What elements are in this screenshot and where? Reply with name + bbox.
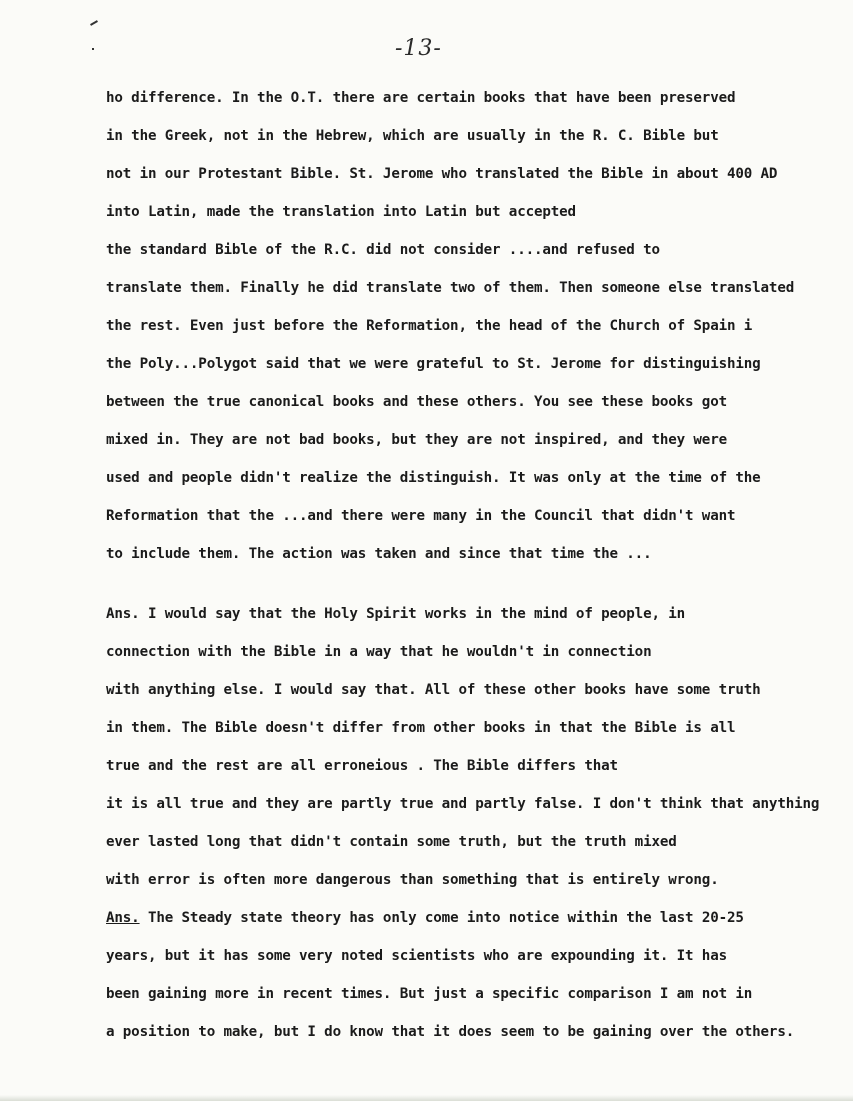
text-line: the rest. Even just before the Reformation, the head of the Church of Spain i bbox=[106, 318, 753, 334]
text-line: translate them. Finally he did translate two of them. Then someone else translated bbox=[106, 280, 795, 296]
answer-label: Ans. bbox=[106, 910, 140, 926]
text-line: Ans. I would say that the Holy Spirit works in the mind of people, in bbox=[106, 606, 686, 622]
text-line: used and people didn't realize the distinguish. It was only at the time of the bbox=[106, 470, 761, 486]
text-line: a position to make, but I do know that it does seem to be gaining over the others. bbox=[106, 1024, 795, 1040]
text-span: The Steady state theory has only come into notice within the last 20-25 bbox=[139, 910, 744, 926]
text-line: ho difference. In the O.T. there are certain books that have been preserved bbox=[106, 90, 736, 106]
text-line: been gaining more in recent times. But just a specific comparison I am not in bbox=[106, 986, 753, 1002]
text-line: in the Greek, not in the Hebrew, which are usually in the R. C. Bible but bbox=[106, 128, 719, 144]
text-line: mixed in. They are not bad books, but they are not inspired, and they were bbox=[106, 432, 727, 448]
text-line: years, but it has some very noted scientists who are expounding it. It has bbox=[106, 948, 727, 964]
text-line: with error is often more dangerous than something that is entirely wrong. bbox=[106, 872, 719, 888]
margin-dot-icon bbox=[92, 48, 94, 50]
text-line: not in our Protestant Bible. St. Jerome who translated the Bible in about 400 AD bbox=[106, 166, 778, 182]
text-line: between the true canonical books and these others. You see these books got bbox=[106, 394, 727, 410]
text-line: it is all true and they are partly true and partly false. I don't think that anything bbox=[106, 796, 820, 812]
text-line: connection with the Bible in a way that he wouldn't in connection bbox=[106, 644, 652, 660]
margin-mark-icon bbox=[90, 20, 98, 26]
text-line: true and the rest are all erroneious . The Bible differs that bbox=[106, 758, 618, 774]
text-line: into Latin, made the translation into Latin but accepted bbox=[106, 204, 576, 220]
page-edge bbox=[0, 1095, 853, 1101]
text-line: the standard Bible of the R.C. did not consider ....and refused to bbox=[106, 242, 660, 258]
text-line bbox=[106, 909, 744, 927]
text-line: to include them. The action was taken and since that time the ... bbox=[106, 546, 652, 562]
page-number: -13- bbox=[395, 36, 442, 61]
text-line: in them. The Bible doesn't differ from other books in that the Bible is all bbox=[106, 720, 736, 736]
text-line: ever lasted long that didn't contain some truth, but the truth mixed bbox=[106, 834, 677, 850]
text-line: with anything else. I would say that. All of these other books have some truth bbox=[106, 682, 761, 698]
text-line: Reformation that the ...and there were many in the Council that didn't want bbox=[106, 508, 736, 524]
text-line: the Poly...Polygot said that we were grateful to St. Jerome for distinguishing bbox=[106, 356, 761, 372]
